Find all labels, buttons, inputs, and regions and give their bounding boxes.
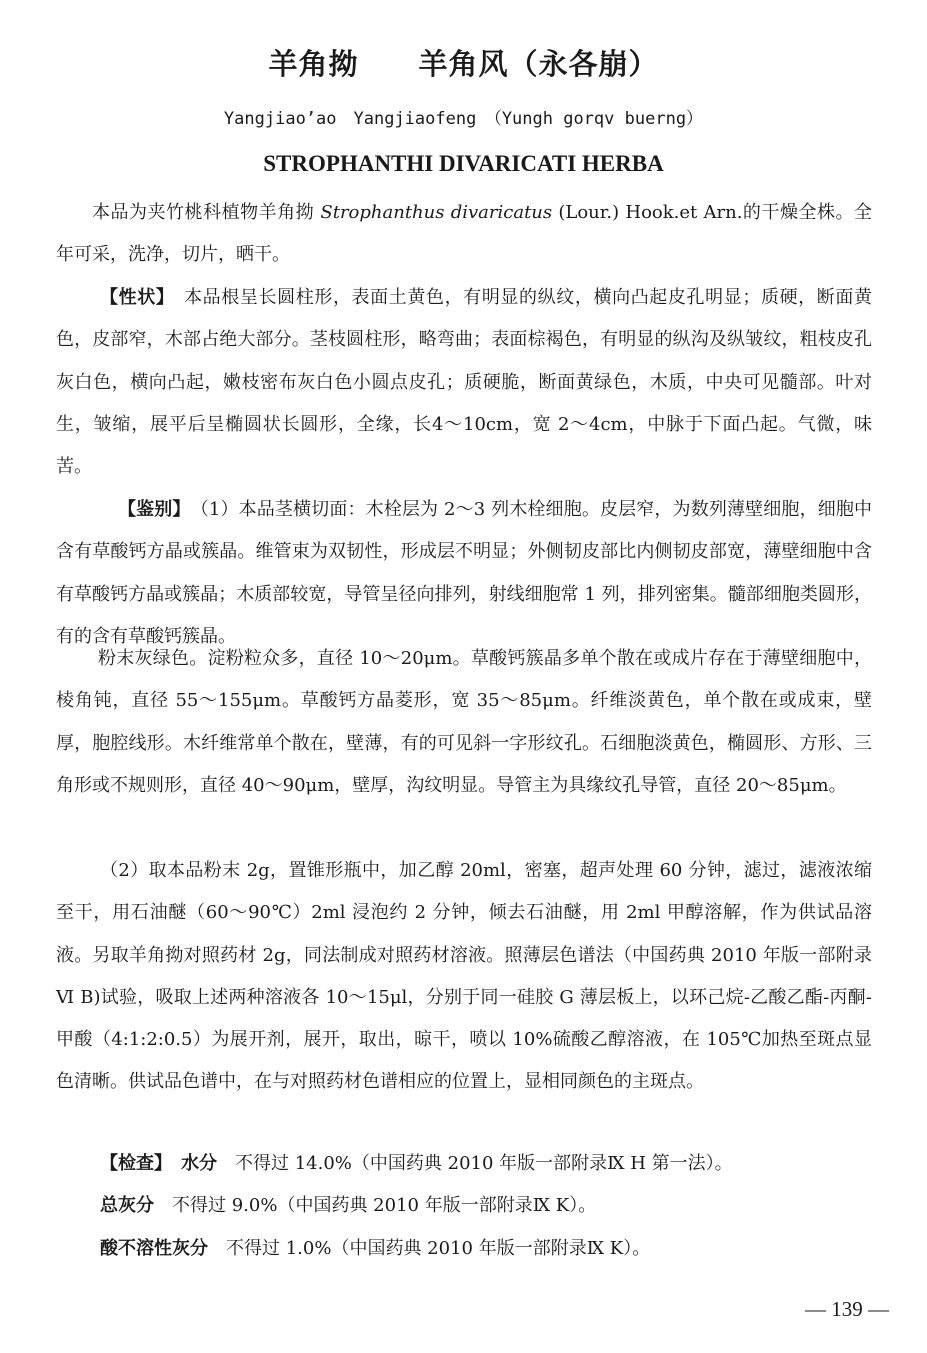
monograph-title: 羊角拗 羊角风（永各崩） xyxy=(268,47,659,81)
species-name: Strophanthus divaricatus xyxy=(320,202,553,223)
identification-text-3: （2）取本品粉末 2g，置锥形瓶中，加乙醇 20ml，密塞，超声处理 60 分钟，滤过，滤液浓缩至干，用石油醚（60～90℃）2ml 浸泡约 2 分钟，倾去石油醚，用 2ml 甲醇溶解，作为供试品溶液。另取羊角拗对照药材 2g，同法制成对照药材溶液。照薄层色谱法（中国药典 2010 年版一部附录Ⅵ B)试验，吸取上述两种溶液各 10～15μl，分别于同一硅胶 G 薄层板上，以环己烷-乙酸乙酯-丙酮-甲酸（4:1:2:0.5）为展开剂，展开，取出，晾干，喷以 10%硫酸乙醇溶液，在 105℃加热至斑点显色清晰。供试品色谱中，在与对照药材色谱相应的位置上，显相同颜色的主斑点。 xyxy=(56,860,872,1093)
identification-text-2: 粉末灰绿色。淀粉粒众多，直径 10～20μm。草酸钙簇晶多单个散在或成片存在于薄壁细胞中，棱角钝，直径 55～155μm。草酸钙方晶菱形，宽 35～85μm。纤维淡黄色，单个散在或成束，壁厚，胞腔线形。木纤维常单个散在，壁薄，有的可见斜一字形纹孔。石细胞淡黄色，椭圆形、方形、三角形或不规则形，直径 40～90μm，壁厚，沟纹明显。导管主为具缘纹孔导管，直径 20～85μm。 xyxy=(56,648,872,796)
characters-text: 本品根呈长圆柱形，表面土黄色，有明显的纵纹，横向凸起皮孔明显；质硬，断面黄色，皮部窄，木部占绝大部分。茎枝圆柱形，略弯曲；表面棕褐色，有明显的纵沟及纵皱纹，粗枝皮孔灰白色，横向凸起，嫩枝密布灰白色小圆点皮孔；质硬脆，断面黄绿色，木质，中央可见髓部。叶对生，皱缩，展平后呈椭圆状长圆形，全缘，长4～10cm，宽 2～4cm，中脉于下面凸起。气微，味苦。 xyxy=(56,287,873,478)
intro-text-before: 本品为夹竹桃科植物羊角拗 xyxy=(92,202,321,223)
pinyin-name: Yangjiao’ao Yangjiaofeng （Yungh gorqv buerng） xyxy=(223,109,704,129)
identification-paragraph-1 xyxy=(56,489,872,658)
acid-insoluble-ash-label: 酸不溶性灰分 xyxy=(100,1238,208,1259)
identification-label: 【鉴别】 xyxy=(118,499,182,520)
inspection-acid-insoluble-ash xyxy=(56,1228,872,1270)
acid-insoluble-ash-text: 不得过 1.0%（中国药典 2010 年版一部附录Ⅸ K）。 xyxy=(208,1238,651,1259)
intro-paragraph xyxy=(56,192,872,277)
total-ash-label: 总灰分 xyxy=(100,1195,154,1216)
inspection-water xyxy=(56,1143,872,1185)
inspection-total-ash xyxy=(56,1185,872,1227)
identification-paragraph-2 xyxy=(56,638,872,807)
latin-name: STROPHANTHI DIVARICATI HERBA xyxy=(263,151,664,176)
water-gap xyxy=(163,1153,181,1174)
intro-text-after: (Lour.) Hook.et Arn.的干燥全株。全年可采，洗净，切片，晒干。 xyxy=(56,202,872,266)
water-label: 水分 xyxy=(181,1153,217,1174)
page-number: — 139 — xyxy=(805,1297,889,1321)
identification-text-1: （1）本品茎横切面：木栓层为 2～3 列木栓细胞。皮层窄，为数列薄壁细胞，细胞中含有草酸钙方晶或簇晶。维管束为双韧性，形成层不明显；外侧韧皮部比内侧韧皮部宽，薄壁细胞中含有草酸钙方晶或簇晶；木质部较宽，导管呈径向排列，射线细胞常 1 列，排列密集。髓部细胞类圆形，有的含有草酸钙簇晶。 xyxy=(56,499,873,647)
identification-paragraph-3 xyxy=(56,850,872,1104)
total-ash-text: 不得过 9.0%（中国药典 2010 年版一部附录Ⅸ K）。 xyxy=(154,1195,597,1216)
water-text: 不得过 14.0%（中国药典 2010 年版一部附录Ⅸ H 第一法）。 xyxy=(217,1153,733,1174)
inspection-label: 【检查】 xyxy=(100,1153,163,1174)
characters-label: 【性状】 xyxy=(100,287,166,308)
characters-paragraph xyxy=(56,277,872,488)
